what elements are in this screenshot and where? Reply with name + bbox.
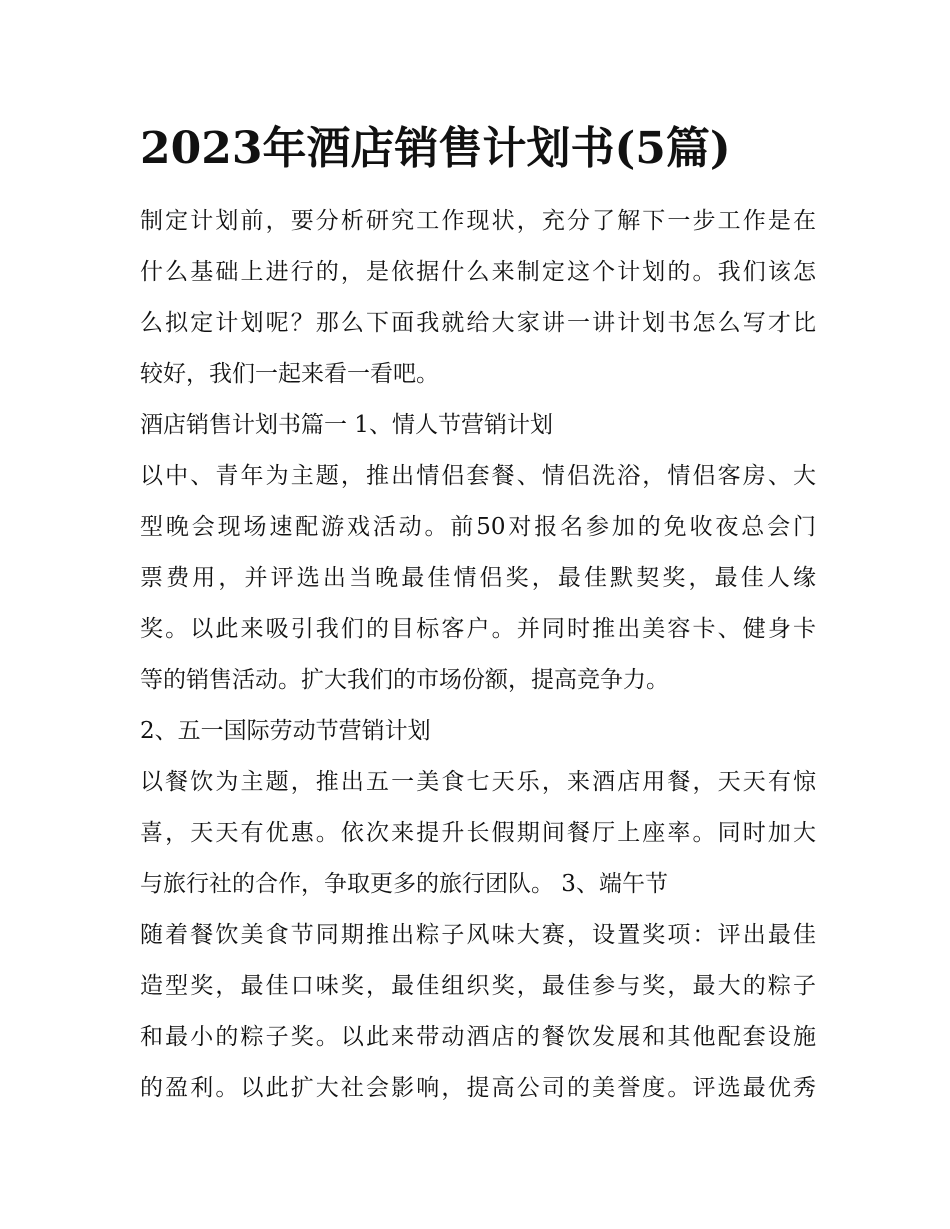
body-line: 制定计划前，要分析研究工作现状，充分了解下一步工作是在 <box>140 208 816 234</box>
body-line: 喜，天天有优惠。依次来提升长假期间餐厅上座率。同时加大 <box>140 820 816 846</box>
body-line: 票费用，并评选出当晚最佳情侣奖，最佳默契奖，最佳人缘 <box>140 565 816 591</box>
document-title: 2023年酒店销售计划书(5篇) <box>140 123 731 174</box>
body-line: 造型奖，最佳口味奖，最佳组织奖，最佳参与奖，最大的粽子 <box>140 973 816 999</box>
body-line: 和最小的粽子奖。以此来带动酒店的餐饮发展和其他配套设施 <box>140 1024 816 1050</box>
body-line: 等的销售活动。扩大我们的市场份额，提高竞争力。 <box>140 667 669 693</box>
document-body <box>140 196 816 1114</box>
body-line: 较好，我们一起来看一看吧。 <box>140 361 439 387</box>
body-line: 以中、青年为主题，推出情侣套餐、情侣洗浴，情侣客房、大 <box>140 463 816 489</box>
body-line: 奖。以此来吸引我们的目标客户。并同时推出美容卡、健身卡 <box>140 616 816 642</box>
section-heading: 酒店销售计划书篇一 1、情人节营销计划 <box>140 412 553 438</box>
body-line: 么拟定计划呢？那么下面我就给大家讲一讲计划书怎么写才比 <box>140 310 816 336</box>
body-line: 什么基础上进行的，是依据什么来制定这个计划的。我们该怎 <box>140 259 816 285</box>
section-heading: 2、五一国际劳动节营销计划 <box>140 718 431 744</box>
body-line: 与旅行社的合作，争取更多的旅行团队。 3、端午节 <box>140 871 668 897</box>
body-line: 的盈利。以此扩大社会影响，提高公司的美誉度。评选最优秀 <box>140 1075 816 1101</box>
body-line: 以餐饮为主题，推出五一美食七天乐，来酒店用餐，天天有惊 <box>140 769 816 795</box>
body-line: 型晚会现场速配游戏活动。前50对报名参加的免收夜总会门 <box>140 514 816 540</box>
body-line: 随着餐饮美食节同期推出粽子风味大赛，设置奖项：评出最佳 <box>140 922 816 948</box>
